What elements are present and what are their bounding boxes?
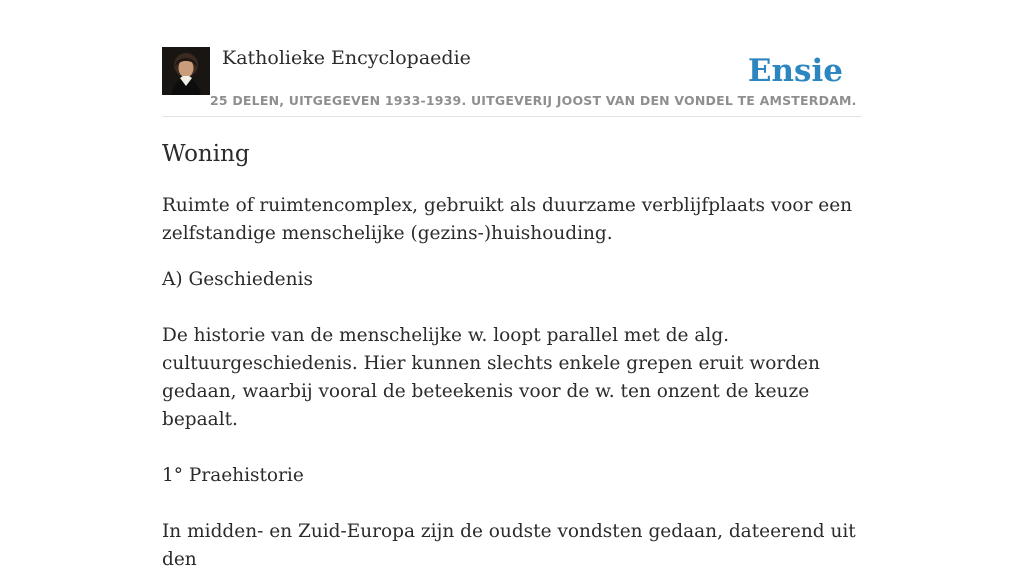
section-heading-prehistory: 1° Praehistorie bbox=[162, 465, 304, 486]
source-title[interactable]: Katholieke Encyclopaedie bbox=[222, 47, 471, 69]
entry-content bbox=[162, 138, 862, 574]
section-heading-history: A) Geschiedenis bbox=[162, 269, 313, 290]
entry-title: Woning bbox=[162, 141, 250, 167]
history-paragraph: De historie van de menschelijke w. loopt parallel met de alg. cultuurgeschiedenis. Hier kunnen slechts enkele grepen eruit worden gedaan, waarbij vooral de beteekenis voor de w. ten onzent de keuze bepaalt. bbox=[162, 325, 820, 430]
ensie-logo-link[interactable]: Ensie bbox=[747, 53, 843, 89]
source-subtitle: 25 DELEN, UITGEGEVEN 1933-1939. UITGEVERIJ JOOST VAN DEN VONDEL TE AMSTERDAM. bbox=[210, 93, 857, 108]
avatar[interactable] bbox=[162, 47, 210, 95]
prehistory-paragraph: In midden- en Zuid-Europa zijn de oudste vondsten gedaan, dateerend uit den bbox=[162, 521, 856, 570]
source-header bbox=[162, 46, 862, 117]
definition-paragraph: Ruimte of ruimtencomplex, gebruikt als duurzame verblijfplaats voor een zelfstandige menschelijke (gezins-)huishouding. bbox=[162, 195, 853, 244]
